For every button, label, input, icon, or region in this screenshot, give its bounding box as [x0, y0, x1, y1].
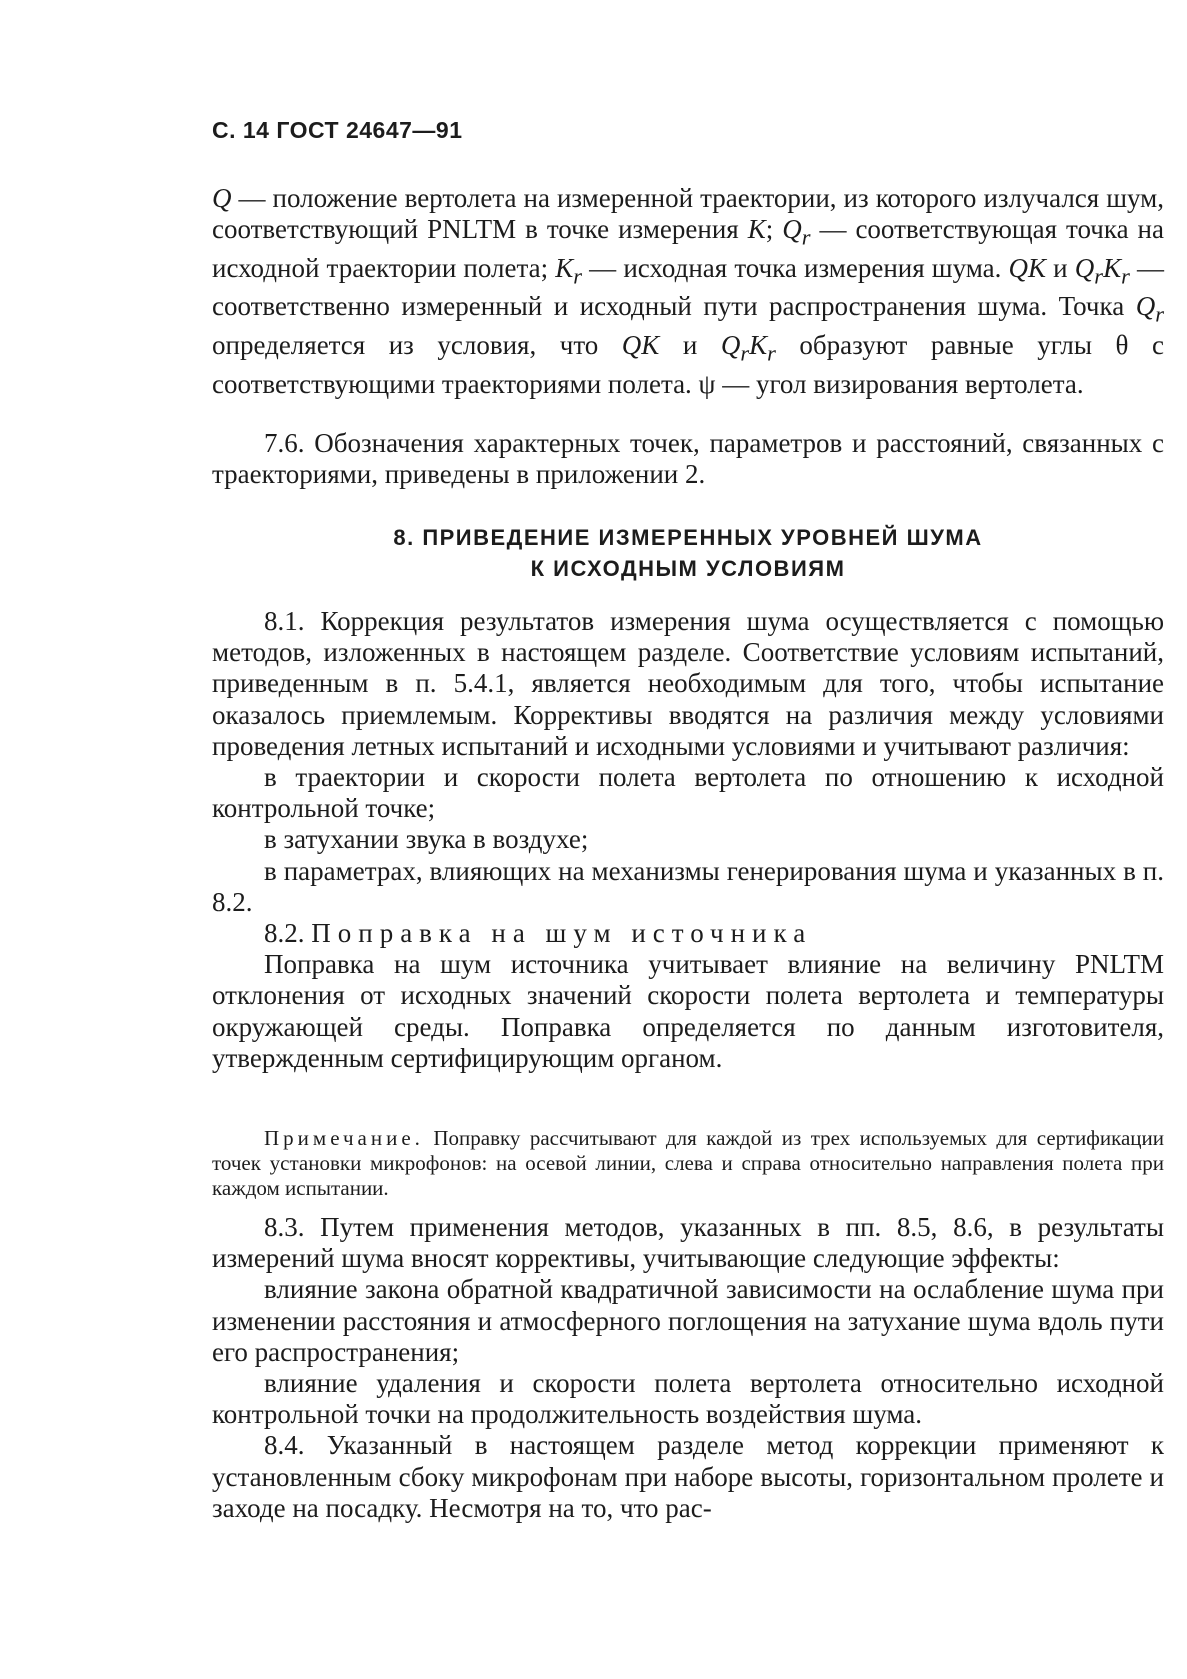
section-heading-line-2: К ИСХОДНЫМ УСЛОВИЯМ — [530, 556, 846, 581]
list-item: влияние удаления и скорости полета вертолета относительно исходной контрольной точки на продолжительность воздействия шума. — [212, 1368, 1164, 1430]
paragraph-8-1: 8.1. Коррекция результатов измерения шума осуществляется с помощью методов, изложенных в настоящем разделе. Соответствие условиям испытаний, приведенным в п. 5.4.1, является необходимым для того, чтобы испытание оказалось приемлемым. Коррективы вводятся на различия между условиями проведения летных испытаний и исходными условиями и учитывают различия: — [212, 606, 1164, 761]
section-8-continued — [212, 1212, 1164, 1524]
definition-paragraph: Q — положение вертолета на измеренной траектории, из которого излучался шум, соответствующий PNLTM в точке измерения K; $Q_r$ — соответствующая точка на исходной траектории полета; $K_r$ — исходная точка измерения шума. QK и $Q_rK_r$ — соответственно измеренный и исходный пути распространения шума. Точка $Q_r$ определяется из условия, что QK и $Q_rK_r$ образуют равные углы θ с соответствующими траекториями полета. ψ — угол визирования вертолета. — [212, 183, 1164, 399]
note-block — [212, 1126, 1164, 1201]
note-label: Примечание. — [264, 1126, 424, 1150]
list-item: в затухании звука в воздухе; — [264, 824, 589, 855]
section-heading-line-1: 8. ПРИВЕДЕНИЕ ИЗМЕРЕННЫХ УРОВНЕЙ ШУМА — [393, 525, 983, 550]
paragraph-8-2-title: 8.2. Поправка на шум источника — [264, 918, 813, 949]
symbol-q: Q — [212, 183, 232, 213]
note-text: Поправку рассчитывают для каждой из трех используемых для сертификации точек установки микрофонов: на осевой линии, слева и справа относительно направления полета при каждом испытании. — [212, 1126, 1164, 1200]
list-item: влияние закона обратной квадратичной зависимости на ослабление шума при изменении расстояния и атмосферного поглощения на затухание шума вдоль пути его распространения; — [212, 1274, 1164, 1367]
paragraph-8-3: 8.3. Путем применения методов, указанных в пп. 8.5, 8.6, в результаты измерений шума вносят коррективы, учитывающие следующие эффекты: — [212, 1212, 1164, 1274]
list-item: в параметрах, влияющих на механизмы генерирования шума и указанных в п. 8.2. — [212, 855, 1164, 917]
page-header: С. 14 ГОСТ 24647—91 — [212, 117, 463, 143]
list-item: в траектории и скорости полета вертолета по отношению к исходной контрольной точке; — [212, 762, 1164, 824]
paragraph-8-2: Поправка на шум источника учитывает влияние на величину PNLTM отклонения от исходных значений скорости полета вертолета и температуры окружающей среды. Поправка определяется по данным изготовителя, утвержденным сертифицирующим органом. — [212, 949, 1164, 1073]
section-8-body — [212, 606, 1164, 1074]
paragraph-7-6: 7.6. Обозначения характерных точек, параметров и расстояний, связанных с траекториями, приведены в приложении 2. — [212, 428, 1164, 490]
section-heading — [212, 522, 1164, 584]
paragraph-8-4: 8.4. Указанный в настоящем разделе метод коррекции применяют к установленным сбоку микрофонам при наборе высоты, горизонтальном пролете и заходе на посадку. Несмотря на то, что рас- — [212, 1430, 1164, 1523]
